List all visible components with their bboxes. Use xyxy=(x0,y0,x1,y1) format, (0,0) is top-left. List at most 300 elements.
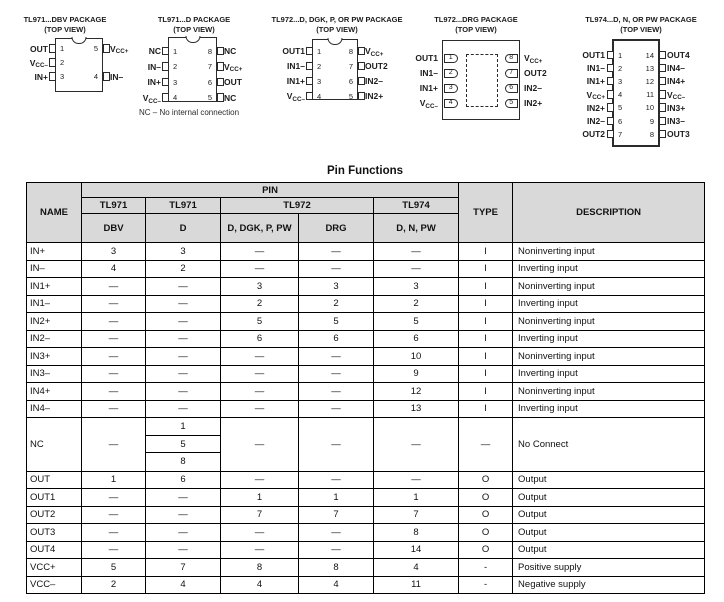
pin-3-lead xyxy=(306,77,313,86)
subscript: CC+ xyxy=(592,94,605,102)
pin-cell: — xyxy=(299,524,374,542)
package-title-line2: (TOP VIEW) xyxy=(44,24,86,34)
pin-label-IN2–: IN2– xyxy=(524,83,542,93)
pin-cell: 3 xyxy=(374,278,459,296)
pin-number: 7 xyxy=(348,61,353,71)
pin-label-IN1+: IN1+ xyxy=(419,83,438,93)
package-body-tl971-dbv xyxy=(29,38,129,92)
pin-cell: — xyxy=(221,541,299,559)
pin-number: 3 xyxy=(618,76,623,86)
pin-label-IN2+: IN2+ xyxy=(365,91,384,101)
pin-number: 5 xyxy=(207,93,212,103)
pin-8-lead xyxy=(659,130,666,139)
pin-cell: 2 xyxy=(221,295,299,313)
pin-number: 1 xyxy=(60,44,65,53)
header-cell: D xyxy=(146,214,221,243)
table-row-IN– xyxy=(27,260,705,278)
pin-5-lead xyxy=(358,92,365,101)
pin-cell: — xyxy=(146,541,221,559)
type: O xyxy=(459,489,513,507)
name: IN4– xyxy=(27,400,82,418)
pin-cell: — xyxy=(146,348,221,366)
pin-cell: 3 xyxy=(146,243,221,261)
table-row-OUT xyxy=(27,471,705,489)
pin-cell: 3 xyxy=(82,243,146,261)
name: NC xyxy=(27,418,82,472)
pin-label-VCC+: $V_{CC+}$ xyxy=(586,89,605,102)
header-cell: D, N, PW xyxy=(374,214,459,243)
desc: Output xyxy=(513,541,705,559)
pin-cell: — xyxy=(82,506,146,524)
pin-label-OUT3: OUT3 xyxy=(667,129,690,140)
pin-10-lead xyxy=(659,103,666,112)
subscript: CC+ xyxy=(115,48,129,56)
pin-cell: 4 xyxy=(146,576,221,594)
pin-number: 9 xyxy=(649,116,654,126)
pin-cell: — xyxy=(82,489,146,507)
pin-number: 10 xyxy=(645,103,654,113)
pin-4-lead xyxy=(607,90,614,99)
table-row-IN4+ xyxy=(27,383,705,401)
pin-label-OUT1: OUT1 xyxy=(582,50,605,60)
package-body-tl971-d xyxy=(142,37,243,105)
pin-1-pad: 1 xyxy=(444,54,458,63)
pin-cell: 5 xyxy=(374,313,459,331)
pin-label-NC: NC xyxy=(224,46,237,56)
pin-number: 4 xyxy=(618,90,623,100)
desc: Noninverting input xyxy=(513,278,705,296)
desc: Noninverting input xyxy=(513,383,705,401)
pin-label-OUT: OUT xyxy=(224,77,242,88)
pin-4-lead xyxy=(306,92,313,101)
pin-3-pad: 3 xyxy=(444,84,458,93)
pin-cell: 6 xyxy=(221,330,299,348)
pin-cell: 5 xyxy=(82,559,146,577)
type: I xyxy=(459,313,513,331)
pin-cell: 9 xyxy=(374,365,459,383)
pin-label-IN4–: IN4– xyxy=(667,63,685,74)
pin-cell: — xyxy=(299,348,374,366)
pin-cell: — xyxy=(82,524,146,542)
pin-1-lead xyxy=(49,44,56,53)
header-cell: DBV xyxy=(82,214,146,243)
subscript: CC– xyxy=(148,97,161,105)
header-cell: TL971 xyxy=(146,198,221,214)
pin-number: 2 xyxy=(173,62,178,72)
type: I xyxy=(459,383,513,401)
pin-number: 4 xyxy=(317,91,322,101)
pin1-notch xyxy=(185,36,200,43)
pin-cell: 1 xyxy=(374,489,459,507)
name: IN+ xyxy=(27,243,82,261)
pin-cell: — xyxy=(146,278,221,296)
pin-8-lead xyxy=(217,47,224,56)
pin-cell: 8 xyxy=(221,559,299,577)
pin-functions-table-wrap xyxy=(26,182,705,594)
pin-cell: 3 xyxy=(299,278,374,296)
pin-cell: — xyxy=(82,365,146,383)
pin-7-lead xyxy=(217,62,224,71)
desc: Output xyxy=(513,471,705,489)
pin-5-lead xyxy=(103,44,110,53)
pin-6-lead xyxy=(358,77,365,86)
pin-label-IN3+: IN3+ xyxy=(667,102,686,113)
pin-label-OUT1: OUT1 xyxy=(282,46,305,56)
pin-8-lead xyxy=(358,47,365,56)
pin-cell: 7 xyxy=(299,506,374,524)
pin-cell: — xyxy=(82,383,146,401)
pin-cell: 2 xyxy=(374,295,459,313)
pin-2-lead xyxy=(162,62,169,71)
package-body-tl974-d-n-pw xyxy=(582,39,690,147)
pin-cell: — xyxy=(146,365,221,383)
pin-cell: — xyxy=(221,383,299,401)
pin-14-lead xyxy=(659,51,666,60)
pin-number: 12 xyxy=(645,76,654,86)
table-row-OUT4 xyxy=(27,541,705,559)
pin-cell: — xyxy=(299,418,374,472)
header-cell: TL972 xyxy=(221,198,374,214)
pin-label-VCC+: $V_{CC+}$ xyxy=(110,43,129,56)
name: OUT2 xyxy=(27,506,82,524)
pin-cell: 11 xyxy=(374,576,459,594)
subscript: CC+ xyxy=(229,66,243,74)
type: I xyxy=(459,400,513,418)
desc: Noninverting input xyxy=(513,243,705,261)
type: I xyxy=(459,295,513,313)
name: VCC– xyxy=(27,576,82,594)
pin-label-VCC+: $V_{CC+}$ xyxy=(524,53,543,65)
pin-number: 3 xyxy=(60,72,65,81)
pin-cell: — xyxy=(146,506,221,524)
subscript: CC+ xyxy=(529,57,543,65)
pin-cell: — xyxy=(221,400,299,418)
pin-2-lead xyxy=(306,62,313,71)
pin-number: 4 xyxy=(173,93,178,103)
pin-number: 3 xyxy=(173,77,178,87)
pin-cell: 14 xyxy=(374,541,459,559)
desc: Inverting input xyxy=(513,295,705,313)
type: — xyxy=(459,418,513,472)
table-row-IN3– xyxy=(27,365,705,383)
desc: Output xyxy=(513,506,705,524)
pin-label-IN2+: IN2+ xyxy=(524,98,543,108)
subscript: CC– xyxy=(425,102,438,110)
pin-number: 7 xyxy=(618,129,623,139)
pin-cell: — xyxy=(299,400,374,418)
table-title: Pin Functions xyxy=(326,165,404,177)
pin-number: 3 xyxy=(317,76,322,86)
pin-6-pad: 6 xyxy=(505,84,519,93)
pin-cell: — xyxy=(146,489,221,507)
pin-label-IN–: IN– xyxy=(147,61,161,72)
pin-label-VCC–: $V_{CC-}$ xyxy=(419,98,438,110)
header-cell: TYPE xyxy=(459,183,513,243)
table-row-VCC– xyxy=(27,576,705,594)
package-title xyxy=(138,15,250,34)
pin-number: 5 xyxy=(618,103,623,113)
package-title xyxy=(0,15,130,34)
name: IN1– xyxy=(27,295,82,313)
pin-2-lead xyxy=(607,64,614,73)
type: O xyxy=(459,524,513,542)
type: - xyxy=(459,559,513,577)
nc-note: NC – No internal connection xyxy=(139,108,240,117)
name: OUT3 xyxy=(27,524,82,542)
name: IN2– xyxy=(27,330,82,348)
pin-cell: — xyxy=(221,418,299,472)
pin-cell: — xyxy=(221,243,299,261)
pin1-notch xyxy=(328,38,343,45)
pin-cell: 6 xyxy=(374,330,459,348)
pin-cell: 13 xyxy=(374,400,459,418)
package-title-line2: (TOP VIEW) xyxy=(455,24,497,34)
table-row-VCC+ xyxy=(27,559,705,577)
pin-label-IN2+: IN2+ xyxy=(586,102,605,113)
pin-label-IN1–: IN1– xyxy=(420,68,438,78)
pin-number: 4 xyxy=(93,72,98,81)
pin-1-lead xyxy=(306,47,313,56)
package-title-line2: (TOP VIEW) xyxy=(173,24,215,34)
table-row-IN4– xyxy=(27,400,705,418)
type: - xyxy=(459,576,513,594)
subscript: CC– xyxy=(292,95,305,103)
pin-label-IN2–: IN2– xyxy=(587,116,605,126)
pin-number: 13 xyxy=(645,63,654,73)
pin-label-IN4+: IN4+ xyxy=(667,76,686,87)
header-cell: TL974 xyxy=(374,198,459,214)
pin-3-lead xyxy=(607,77,614,86)
name: VCC+ xyxy=(27,559,82,577)
pin-5-pad: 5 xyxy=(505,99,519,108)
pin-2-pad: 2 xyxy=(444,69,458,78)
pin-12-lead xyxy=(659,77,666,86)
table-row-IN2– xyxy=(27,330,705,348)
type: I xyxy=(459,348,513,366)
pin-3-lead xyxy=(162,78,169,87)
pin-label-VCC+: $V_{CC+}$ xyxy=(224,61,243,74)
pin-cell: — xyxy=(146,313,221,331)
pin-11-lead xyxy=(659,90,666,99)
pin-cell: 5 xyxy=(221,313,299,331)
pin-label-IN+: IN+ xyxy=(34,71,48,82)
pin-cell: 3 xyxy=(221,278,299,296)
table-row-OUT3 xyxy=(27,524,705,542)
pin-cell: — xyxy=(221,471,299,489)
pin-6-lead xyxy=(607,117,614,126)
desc: Positive supply xyxy=(513,559,705,577)
pin-13-lead xyxy=(659,64,666,73)
pin-label-NC: NC xyxy=(148,46,161,56)
pin-number: 14 xyxy=(645,50,654,60)
type: I xyxy=(459,330,513,348)
package-title-line2: (TOP VIEW) xyxy=(620,24,662,34)
pin-number: 6 xyxy=(618,116,623,126)
nc-sub-cell: 8 xyxy=(180,456,186,467)
subscript: CC– xyxy=(35,62,48,70)
pin-label-IN3–: IN3– xyxy=(667,116,685,126)
name: IN2+ xyxy=(27,313,82,331)
type: O xyxy=(459,541,513,559)
pin-label-IN+: IN+ xyxy=(147,77,161,88)
header-cell: DESCRIPTION xyxy=(513,183,705,243)
pin-number: 5 xyxy=(93,44,98,53)
nc-sub-cell: 1 xyxy=(146,418,220,436)
table-row-IN1+ xyxy=(27,278,705,296)
type: O xyxy=(459,506,513,524)
pin-8-pad: 8 xyxy=(505,54,519,63)
package-title-line1: TL971...D PACKAGE xyxy=(157,15,231,24)
pin-label-VCC–: $V_{CC-}$ xyxy=(286,91,305,103)
pin-label-OUT2: OUT2 xyxy=(524,68,547,78)
pin-cell: — xyxy=(146,330,221,348)
desc: Output xyxy=(513,524,705,542)
pin-cell: 4 xyxy=(82,260,146,278)
name: IN1+ xyxy=(27,278,82,296)
pin-cell: — xyxy=(374,418,459,472)
type: O xyxy=(459,471,513,489)
pin-7-lead xyxy=(607,130,614,139)
pin-label-NC: NC xyxy=(224,92,237,103)
pin-label-OUT4: OUT4 xyxy=(667,50,690,60)
nc-sub-cell: 5 xyxy=(146,436,220,454)
desc: Inverting input xyxy=(513,330,705,348)
pin-number: 5 xyxy=(348,91,353,101)
pin-cell: — xyxy=(221,260,299,278)
pin-label-VCC–: $V_{CC-}$ xyxy=(142,92,161,105)
name: IN3– xyxy=(27,365,82,383)
type: I xyxy=(459,365,513,383)
pin-1-lead xyxy=(162,47,169,56)
pin-label-OUT1: OUT1 xyxy=(415,53,438,63)
pin-cell: — xyxy=(82,400,146,418)
pin-number: 2 xyxy=(317,61,322,71)
name: OUT1 xyxy=(27,489,82,507)
pin-cell: 2 xyxy=(82,576,146,594)
pin-cell: — xyxy=(146,383,221,401)
table-row-OUT2 xyxy=(27,506,705,524)
desc: Inverting input xyxy=(513,400,705,418)
type: I xyxy=(459,278,513,296)
pin-cell: 6 xyxy=(146,471,221,489)
pin-9-lead xyxy=(659,117,666,126)
pin-cell: — xyxy=(374,471,459,489)
name: OUT4 xyxy=(27,541,82,559)
pin-5-lead xyxy=(607,103,614,112)
pin-cell: — xyxy=(82,541,146,559)
pin-cell: 8 xyxy=(374,524,459,542)
pin1-notch xyxy=(72,37,87,44)
pin-label-VCC–: $V_{CC-}$ xyxy=(667,89,686,102)
pin-cell: — xyxy=(146,295,221,313)
pin-number: 8 xyxy=(207,46,212,56)
desc: Output xyxy=(513,489,705,507)
pin-cell: — xyxy=(374,243,459,261)
pin-cell: — xyxy=(299,471,374,489)
pin-number: 6 xyxy=(207,77,212,87)
pin-4-lead xyxy=(103,72,110,81)
pin-functions-table xyxy=(26,182,705,594)
pin-cell: 7 xyxy=(146,559,221,577)
name: IN3+ xyxy=(27,348,82,366)
subscript: CC– xyxy=(672,94,686,102)
pin-cell: — xyxy=(82,295,146,313)
pin-3-lead xyxy=(49,72,56,81)
pin-label-IN1–: IN1– xyxy=(587,63,605,74)
pin-label-VCC–: $V_{CC-}$ xyxy=(29,57,48,70)
header-cell: NAME xyxy=(27,183,82,243)
pin-label-VCC+: $V_{CC+}$ xyxy=(365,46,384,58)
pin-cell: 4 xyxy=(221,576,299,594)
desc: Inverting input xyxy=(513,260,705,278)
subscript: CC+ xyxy=(370,50,384,58)
pin-cell: — xyxy=(82,278,146,296)
pin-cell: 4 xyxy=(299,576,374,594)
pin-7-pad: 7 xyxy=(505,69,519,78)
pin-cell: 10 xyxy=(374,348,459,366)
pin-cell: — xyxy=(299,365,374,383)
package-title-line1: TL971...DBV PACKAGE xyxy=(23,15,107,24)
pin-cell: — xyxy=(82,313,146,331)
pin-cell: — xyxy=(82,348,146,366)
pin-number: 7 xyxy=(207,62,212,72)
pin-label-OUT2: OUT2 xyxy=(365,61,388,71)
table-row-IN+ xyxy=(27,243,705,261)
pin-1-lead xyxy=(607,51,614,60)
pin-number: 8 xyxy=(649,129,654,139)
pin-7-lead xyxy=(358,62,365,71)
pin-cell: 1 xyxy=(299,489,374,507)
pin-cell: 5 xyxy=(299,313,374,331)
pin-label-OUT2: OUT2 xyxy=(582,129,605,140)
pin-number: 11 xyxy=(646,90,654,100)
desc: Noninverting input xyxy=(513,348,705,366)
pin-cell: 1 xyxy=(221,489,299,507)
name: IN– xyxy=(27,260,82,278)
table-row-IN2+ xyxy=(27,313,705,331)
nc-pin-stack xyxy=(146,418,221,472)
desc: Noninverting input xyxy=(513,313,705,331)
package-title-line1: TL974...D, N, OR PW PACKAGE xyxy=(585,15,697,24)
pin-label-IN–: IN– xyxy=(110,71,124,82)
pin-cell: — xyxy=(221,524,299,542)
pin-cell: 1 xyxy=(82,471,146,489)
name: OUT xyxy=(27,471,82,489)
pin-label-IN2–: IN2– xyxy=(365,76,383,86)
name: IN4+ xyxy=(27,383,82,401)
pin-cell: 2 xyxy=(299,295,374,313)
pin-6-lead xyxy=(217,78,224,87)
pin-number: 6 xyxy=(348,76,353,86)
pin-cell: — xyxy=(299,541,374,559)
pin-number: 2 xyxy=(60,58,65,67)
pin-cell: — xyxy=(146,400,221,418)
pin-cell: 12 xyxy=(374,383,459,401)
desc: Inverting input xyxy=(513,365,705,383)
pin-label-IN1–: IN1– xyxy=(287,61,305,71)
pin-number: 8 xyxy=(348,46,353,56)
pin-number: 1 xyxy=(317,46,322,56)
package-title xyxy=(416,15,536,34)
pin-5-lead xyxy=(217,93,224,102)
pin-cell: — xyxy=(299,383,374,401)
package-title-line1: TL972...DRG PACKAGE xyxy=(434,15,518,24)
pin-number: 2 xyxy=(618,63,623,73)
pin-cell: 7 xyxy=(374,506,459,524)
pin-2-lead xyxy=(49,58,56,67)
pin-cell: — xyxy=(146,524,221,542)
pin-cell: 2 xyxy=(146,260,221,278)
